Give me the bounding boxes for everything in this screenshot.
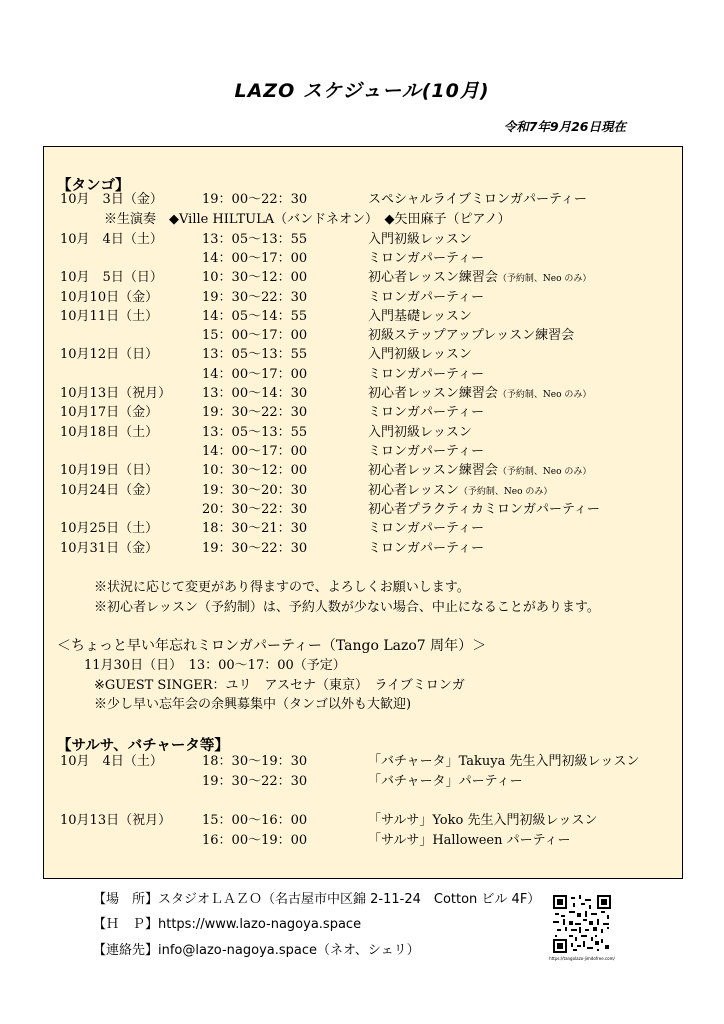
schedule-row xyxy=(0,403,724,423)
row-time: 19：30～20：30 xyxy=(202,483,308,498)
schedule-row xyxy=(0,519,724,539)
event-label: 初心者レッスン練習会 xyxy=(368,386,498,401)
row-time: 20：30～22：30 xyxy=(202,502,308,517)
row-event xyxy=(368,481,552,502)
row-time: 19：30～22：30 xyxy=(202,774,308,789)
row-time: 15：00～17：00 xyxy=(202,328,308,343)
row-time: 18：30～19：30 xyxy=(202,754,308,769)
as-of-date: 令和7年9月26日現在 xyxy=(503,119,626,134)
row-event: 初級ステップアップレッスン練習会 xyxy=(368,328,575,343)
tango-heading: 【タンゴ】 xyxy=(57,178,130,194)
row-date: 10月31日（金） xyxy=(60,541,159,556)
row-event: 入門初級レッスン xyxy=(368,232,472,247)
row-time: 10：30～12：00 xyxy=(202,270,308,285)
schedule-row xyxy=(0,442,724,462)
row-time: 19：30～22：30 xyxy=(202,405,308,420)
row-event: ミロンガパーティー xyxy=(368,367,484,382)
row-event: ミロンガパーティー xyxy=(368,251,484,266)
event-label: 初心者レッスン練習会 xyxy=(368,270,498,285)
schedule-row xyxy=(0,307,724,327)
performers-note: ※生演奏 ◆Ville HILTULA（バンドネオン） ◆矢田麻子（ピアノ） xyxy=(104,212,511,227)
schedule-row xyxy=(0,268,724,288)
page-title: LAZO スケジュール(10月) xyxy=(234,80,490,102)
event-note: （予約制、Neo のみ） xyxy=(497,390,592,400)
row-date: 10月17日（金） xyxy=(60,405,159,420)
schedule-row xyxy=(0,772,724,792)
row-time: 19：30～22：30 xyxy=(202,541,308,556)
schedule-row xyxy=(0,249,724,269)
notice-cancel: ※初心者レッスン（予約制）は、予約人数が少ない場合、中止になることがあります。 xyxy=(94,600,600,615)
row-time: 13：05～13：55 xyxy=(202,232,308,247)
row-date: 10月11日（土） xyxy=(60,309,159,324)
schedule-row xyxy=(0,500,724,520)
row-event xyxy=(368,384,591,405)
schedule-row xyxy=(0,365,724,385)
row-date: 10月 4日（土） xyxy=(60,754,163,769)
row-event xyxy=(368,268,591,289)
event-note: （予約制、Neo のみ） xyxy=(458,487,553,497)
row-event: 「バチャータ」Takuya 先生入門初級レッスン xyxy=(368,754,640,769)
row-date: 10月24日（金） xyxy=(60,483,159,498)
schedule-row xyxy=(0,190,724,210)
row-time: 19：00～22：30 xyxy=(202,192,308,207)
row-event: 「バチャータ」パーティー xyxy=(368,774,523,789)
row-event: ミロンガパーティー xyxy=(368,444,484,459)
row-date: 10月18日（土） xyxy=(60,425,159,440)
schedule-row xyxy=(0,481,724,501)
row-event: ミロンガパーティー xyxy=(368,541,484,556)
schedule-row xyxy=(0,345,724,365)
special-event-datetime: 11月30日（日） 13：00～17：00（予定） xyxy=(84,658,346,673)
row-event: 入門初級レッスン xyxy=(368,425,472,440)
row-event: ミロンガパーティー xyxy=(368,521,484,536)
schedule-row xyxy=(0,230,724,250)
row-event: スペシャルライブミロンガパーティー xyxy=(368,192,587,207)
row-time: 14：00～17：00 xyxy=(202,367,308,382)
homepage-link[interactable]: 【Ｈ Ｐ】https://www.lazo-nagoya.space xyxy=(93,917,362,932)
schedule-row xyxy=(0,288,724,308)
row-event: ミロンガパーティー xyxy=(368,405,484,420)
row-date: 10月12日（日） xyxy=(60,347,159,362)
row-time: 13：00～14：30 xyxy=(202,386,308,401)
row-event xyxy=(368,461,591,482)
notice-change: ※状況に応じて変更があり得ますので、よろしくお願いします。 xyxy=(94,580,470,595)
qr-code-icon xyxy=(553,895,611,953)
row-date: 10月19日（日） xyxy=(60,463,159,478)
studio-address: 【場 所】スタジオＬＡＺＯ（名古屋市中区錦 2-11-24 Cotton ビル 4F） xyxy=(93,892,541,907)
row-event: 初心者プラクティカミロンガパーティー xyxy=(368,502,600,517)
special-event-recruit: ※少し早い忘年会の余興募集中（タンゴ以外も大歓迎) xyxy=(94,697,412,712)
qr-caption: https://tangolazo-jimdofree.com/ xyxy=(549,956,615,961)
special-event-guest: ※GUEST SINGER：ユリ アスセナ（東京） ライブミロンガ xyxy=(94,678,465,693)
schedule-row xyxy=(0,423,724,443)
row-event: 入門基礎レッスン xyxy=(368,309,472,324)
row-event: ミロンガパーティー xyxy=(368,290,484,305)
row-event: 入門初級レッスン xyxy=(368,347,472,362)
event-label: 初心者レッスン xyxy=(368,483,459,498)
row-time: 14：00～17：00 xyxy=(202,251,308,266)
row-date: 10月13日（祝月） xyxy=(60,386,172,401)
row-event: 「サルサ」Halloween パーティー xyxy=(368,833,571,848)
salsa-heading: 【サルサ、バチャータ等】 xyxy=(57,738,229,754)
row-time: 13：05～13：55 xyxy=(202,347,308,362)
row-date: 10月 3日（金） xyxy=(60,192,163,207)
row-date: 10月 5日（日） xyxy=(60,270,163,285)
schedule-row xyxy=(0,384,724,404)
row-time: 13：05～13：55 xyxy=(202,425,308,440)
row-time: 19：30～22：30 xyxy=(202,290,308,305)
row-time: 16：00～19：00 xyxy=(202,833,308,848)
schedule-row xyxy=(0,461,724,481)
event-note: （予約制、Neo のみ） xyxy=(497,274,592,284)
row-time: 18：30～21：30 xyxy=(202,521,308,536)
schedule-row xyxy=(0,326,724,346)
contact-email[interactable]: 【連絡先】info@lazo-nagoya.space（ネオ、シェリ） xyxy=(93,943,420,958)
row-event: 「サルサ」Yoko 先生入門初級レッスン xyxy=(368,813,598,828)
schedule-row xyxy=(0,811,724,831)
row-date: 10月13日（祝月） xyxy=(60,813,172,828)
row-time: 15：00～16：00 xyxy=(202,813,308,828)
event-label: 初心者レッスン練習会 xyxy=(368,463,498,478)
row-date: 10月 4日（土） xyxy=(60,232,163,247)
schedule-row xyxy=(0,752,724,772)
row-time: 14：05～14：55 xyxy=(202,309,308,324)
row-time: 10：30～12：00 xyxy=(202,463,308,478)
event-note: （予約制、Neo のみ） xyxy=(497,467,592,477)
row-date: 10月25日（土） xyxy=(60,521,159,536)
schedule-row xyxy=(0,539,724,559)
schedule-row xyxy=(0,831,724,851)
special-event-title: ＜ちょっと早い年忘れミロンガパーティー（Tango Lazo7 周年）＞ xyxy=(57,638,487,654)
row-date: 10月10日（金） xyxy=(60,290,159,305)
row-time: 14：00～17：00 xyxy=(202,444,308,459)
